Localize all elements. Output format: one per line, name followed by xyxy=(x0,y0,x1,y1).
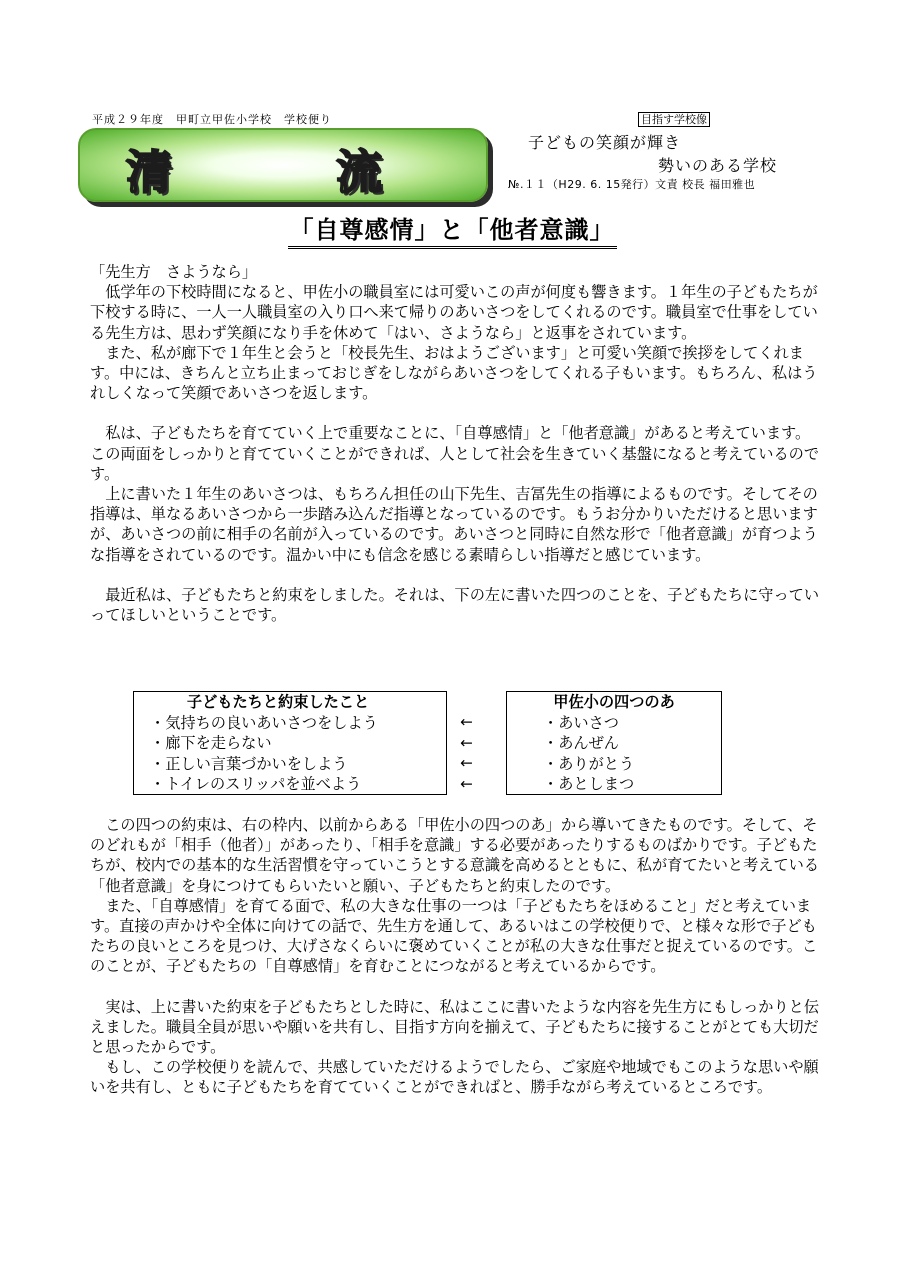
banner-char-1: 清 xyxy=(126,145,172,199)
paragraph: この四つの約束は、右の枠内、以前からある「甲佐小の四つのあ」から導いてきたものです。そして、そのどれもが「相手（他者）」があったり、「相手を意識」する必要があったりするものばかりです。子どもたちが、校内での基本的な生活習慣を守っていこうとする意識を高めるとともに、私が育てたいと考えている「他者意識」を身につけてもらいたいと願い、子どもたちと約束したのです。 xyxy=(90,816,819,895)
school-line: 平成２９年度 甲町立甲佐小学校 学校便り xyxy=(92,113,332,126)
promises-heading: 子どもたちと約束したこと xyxy=(186,693,370,711)
paragraph: 最近私は、子どもたちと約束をしました。それは、下の左に書いた四つのことを、子どもたちに守っていってほしいということです。 xyxy=(90,585,819,625)
motto-line-2: 勢いのある学校 xyxy=(658,156,778,175)
banner-char-2: 流 xyxy=(336,145,382,199)
paragraph: 実は、上に書いた約束を子どもたちとした時に、私はここに書いたような内容を先生方にもしっかりと伝えました。職員全員が思いや願いを共有し、目指す方向を揃えて、子どもたちに接することがとても大切だと思ったからです。 xyxy=(90,997,819,1057)
paragraph: また、私が廊下で１年生と会うと「校長先生、おはようございます」と可愛い笑顔で挨拶をしてくれます。中には、きちんと立ち止まっておじぎをしながらあいさつをしてくれる子もいます。もちろん、私はうれしくなって笑顔であいさつを返します。 xyxy=(90,343,818,403)
newsletter-banner xyxy=(78,128,488,202)
article-body-top xyxy=(90,262,820,625)
paragraph: 上に書いた１年生のあいさつは、もちろん担任の山下先生、吉冨先生の指導によるものです。そしてその指導は、単なるあいさつから一歩踏み込んだ指導となっているのです。もうお分かりいただけると思いますが、あいさつの前に相手の名前が入っているのです。あいさつと同時に自然な形で「他者意識」が育つような指導をされているのです。温かい中にも信念を感じる素晴らしい指導だと感じています。 xyxy=(90,485,818,564)
promise-item: ・気持ちの良いあいさつをしよう xyxy=(150,713,378,732)
left-arrow-icon: ← xyxy=(460,733,473,752)
left-arrow-icon: ← xyxy=(460,754,473,772)
four-a-heading: 甲佐小の四つのあ xyxy=(553,693,675,711)
promise-item: ・廊下を走らない xyxy=(150,734,272,752)
arrows-column xyxy=(460,712,473,794)
left-arrow-icon: ← xyxy=(460,774,473,793)
paragraph: 私は、子どもたちを育てていく上で重要なことに、「自尊感情」と「他者意識」があると考えています。この両面をしっかりと育てていくことができれば、人として社会を生きていく基盤になると考えているのです。 xyxy=(90,424,819,483)
article-title: 「自尊感情」と「他者意識」 xyxy=(0,210,904,245)
four-a-item: ・あとしまつ xyxy=(543,775,635,793)
four-a-item: ・あんぜん xyxy=(543,734,619,752)
paragraph: もし、この学校便りを読んで、共感していただけるようでしたら、ご家庭や地域でもこのような思いや願いを共有し、ともに子どもたちを育てていくことができればと、勝手ながら考えているところです。 xyxy=(90,1058,819,1097)
promise-item: ・正しい言葉づかいをしよう xyxy=(150,754,348,773)
four-a-box xyxy=(506,691,722,795)
article-body-bottom xyxy=(90,815,820,1098)
issue-info: №.１１（H29. 6. 15発行）文責 校長 福田雅也 xyxy=(508,178,756,191)
four-a-item: ・あいさつ xyxy=(543,713,619,732)
four-a-item: ・ありがとう xyxy=(543,754,635,773)
motto-line-1: 子どもの笑顔が輝き xyxy=(528,133,682,152)
promise-item: ・トイレのスリッパを並べよう xyxy=(150,775,362,793)
paragraph: また、「自尊感情」を育てる面で、私の大きな仕事の一つは「子どもたちをほめること」だと考えています。直接の声かけや全体に向けての話で、先生方を通して、あるいはこの学校便りで、と様々な形で子どもたちの良いところを見つけ、大げさなくらいに褒めていくことが私の大きな仕事だと捉えているのです。このことが、子どもたちの「自尊感情」を育むことにつながると考えているからです。 xyxy=(90,896,818,976)
promises-box xyxy=(133,691,447,795)
motto-label: 目指す学校像 xyxy=(638,112,710,127)
left-arrow-icon: ← xyxy=(460,713,473,731)
paragraph: 「先生方 さようなら」 xyxy=(90,263,258,281)
paragraph: 低学年の下校時間になると、甲佐小の職員室には可愛いこの声が何度も響きます。１年生の子どもたちが下校する時に、一人一人職員室の入り口へ来て帰りのあいさつをしてくれるのです。職員室で仕事をしている先生方は、思わず笑顔になり手を休めて「はい、さようなら」と返事をされています。 xyxy=(90,283,818,342)
